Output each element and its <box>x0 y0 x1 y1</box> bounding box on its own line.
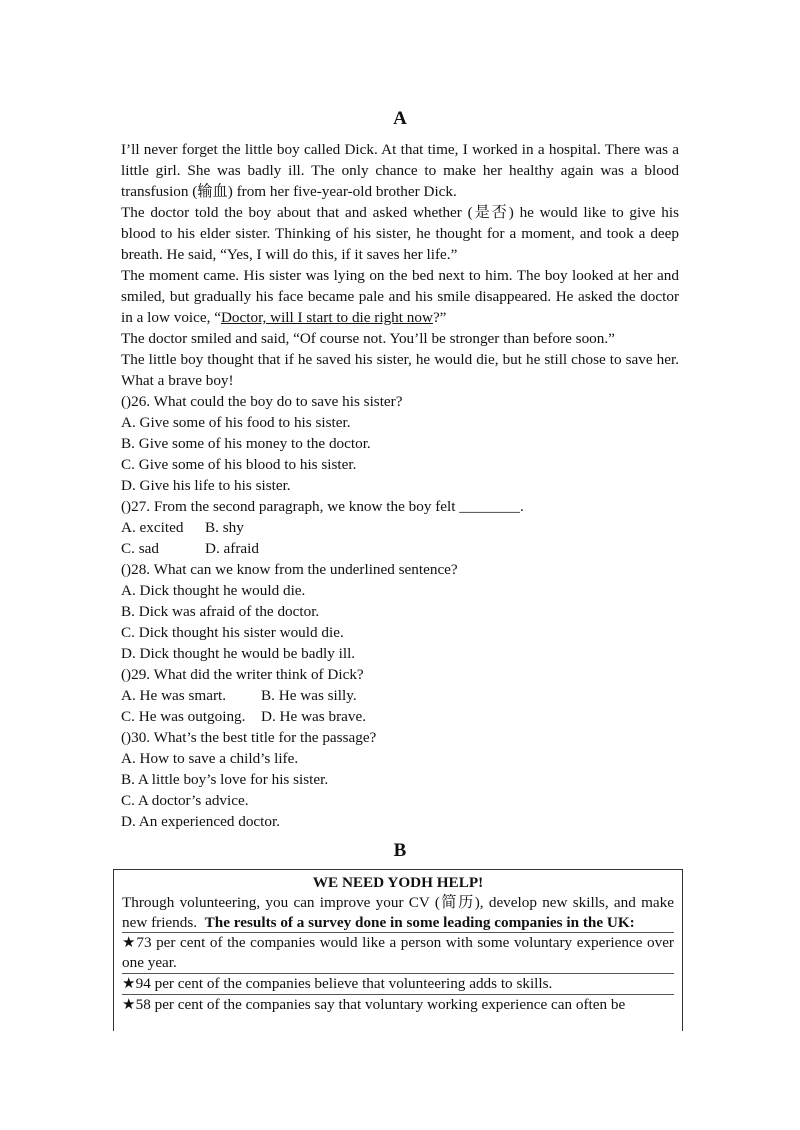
box-intro-text: Through volunteering, you can improve your CV (简历), develop new skills, and make new friends. <box>122 893 674 931</box>
q28-option-b: B. Dick was afraid of the doctor. <box>121 603 320 620</box>
q26-option-d: D. Give his life to his sister. <box>121 477 291 494</box>
question-28: ()28. What can we know from the underlined sentence? <box>121 561 458 578</box>
paragraph-3-end: ?” <box>432 309 447 326</box>
section-b-box <box>113 869 683 1031</box>
q27-option-a: A. excited <box>121 519 184 536</box>
box-intro-bold: The results of a survey done in some leading companies in the UK: <box>204 913 635 931</box>
passage-a <box>121 139 679 832</box>
q30-option-b: B. A little boy’s love for his sister. <box>121 771 329 788</box>
section-b-heading: B <box>393 840 407 861</box>
q28-option-c: C. Dick thought his sister would die. <box>121 624 344 641</box>
paragraph-2: The doctor told the boy about that and asked whether (是否) he would like to give his blood to his elder sister. Thinking of his sister, he thought for a moment, and took a deep breath. He said, “Yes, I will do this, if it saves her life.” <box>121 204 679 263</box>
q29-options-row-1 <box>121 685 679 706</box>
q26-option-c: C. Give some of his blood to his sister. <box>121 456 357 473</box>
q29-option-c: C. He was outgoing. <box>121 708 246 725</box>
q30-option-a: A. How to save a child’s life. <box>121 750 299 767</box>
q29-options-row-2 <box>121 706 679 727</box>
q30-option-d: D. An experienced doctor. <box>121 813 280 830</box>
paragraph-3 <box>121 265 679 328</box>
box-title: WE NEED YODH HELP! <box>312 874 484 891</box>
q29-option-d: D. He was brave. <box>261 708 367 725</box>
question-27: ()27. From the second paragraph, we know the boy felt ________. <box>121 498 524 515</box>
question-26: ()26. What could the boy do to save his sister? <box>121 393 403 410</box>
box-intro <box>122 893 674 933</box>
q29-option-a: A. He was smart. <box>121 687 227 704</box>
q29-option-b: B. He was silly. <box>261 687 357 704</box>
paragraph-4: The doctor smiled and said, “Of course not. You’ll be stronger than before soon.” <box>121 330 615 347</box>
question-30: ()30. What’s the best title for the passage? <box>121 729 377 746</box>
paragraph-3-text: The moment came. His sister was lying on the bed next to him. The boy looked at her and smiled, but gradually his face became pale and his smile disappeared. He asked the doctor in a low voice, “ <box>121 267 679 326</box>
question-29: ()29. What did the writer think of Dick? <box>121 666 364 683</box>
q27-option-b: B. shy <box>205 519 244 536</box>
q27-options-row-2 <box>121 538 679 559</box>
survey-item-3: ★58 per cent of the companies say that voluntary working experience can often be <box>122 994 674 1015</box>
survey-item-2: ★94 per cent of the companies believe that volunteering adds to skills. <box>122 973 674 994</box>
survey-item-1: ★73 per cent of the companies would like a person with some voluntary experience over one year. <box>122 934 674 972</box>
q27-option-c: C. sad <box>121 540 159 557</box>
q26-option-b: B. Give some of his money to the doctor. <box>121 435 371 452</box>
underlined-sentence: Doctor, will I start to die right now <box>220 309 433 326</box>
q26-option-a: A. Give some of his food to his sister. <box>121 414 351 431</box>
q28-option-d: D. Dick thought he would be badly ill. <box>121 645 356 662</box>
section-a-heading: A <box>393 108 407 129</box>
q27-option-d: D. afraid <box>205 540 259 557</box>
q27-options-row-1 <box>121 517 679 538</box>
q28-option-a: A. Dick thought he would die. <box>121 582 306 599</box>
paragraph-1: I’ll never forget the little boy called Dick. At that time, I worked in a hospital. There was a little girl. She was badly ill. The only chance to make her healthy again was a blood transfusion (输血) from her five-year-old brother Dick. <box>121 141 679 200</box>
paragraph-5: The little boy thought that if he saved his sister, he would die, but he still chose to save her. What a brave boy! <box>121 351 679 389</box>
q30-option-c: C. A doctor’s advice. <box>121 792 249 809</box>
